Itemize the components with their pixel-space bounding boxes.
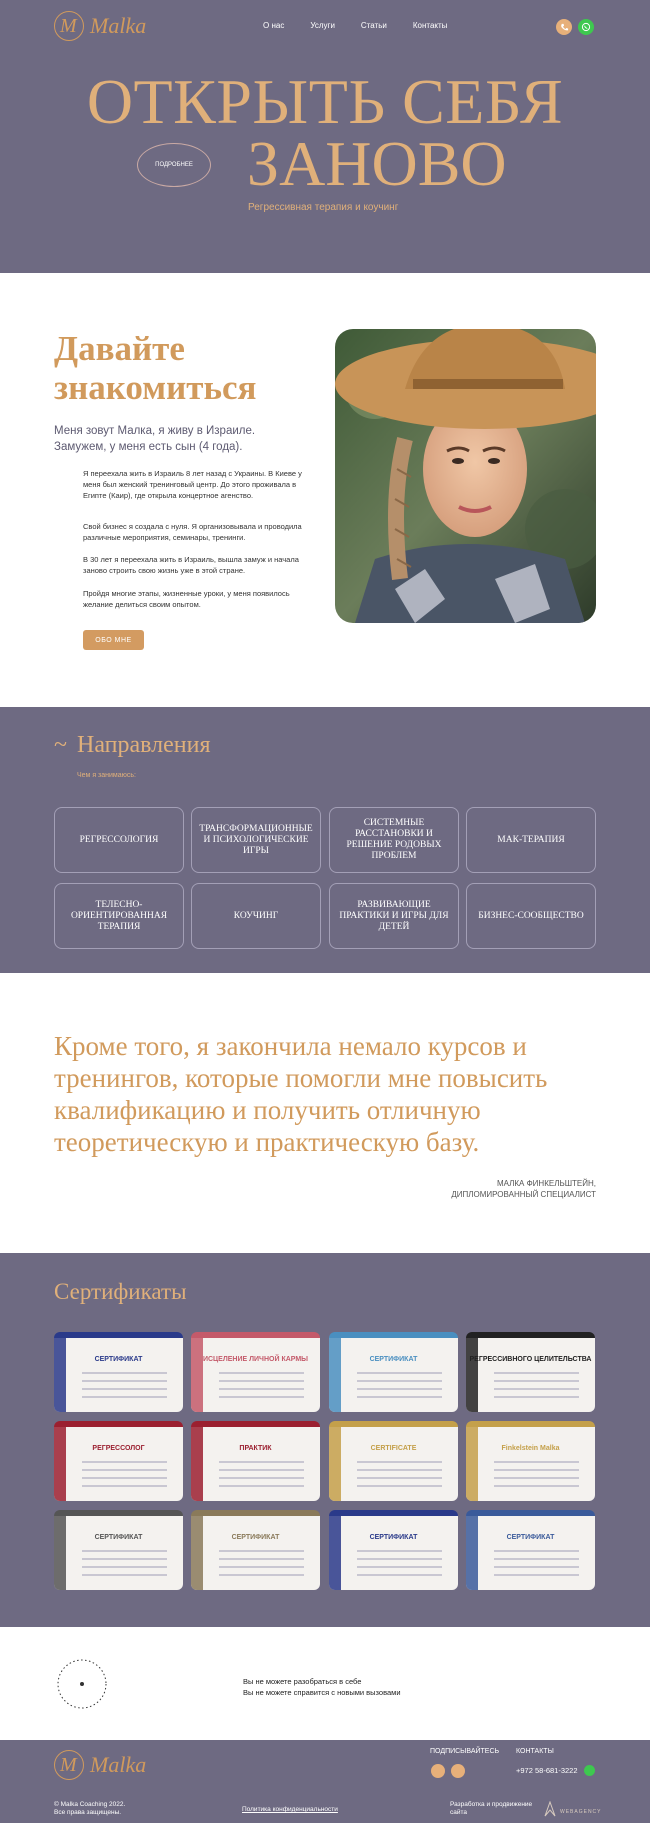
whatsapp-icon[interactable]: [578, 19, 594, 35]
certificate-text-line: [494, 1550, 579, 1552]
certificate-title: СЕРТИФИКАТ: [231, 1534, 280, 1541]
about-title-line1: Давайте: [54, 329, 185, 368]
footer-logo-text: Malka: [90, 1752, 147, 1777]
developer-line2: сайта: [450, 1809, 468, 1816]
logo-text: Malka: [90, 13, 147, 38]
certificate-text-line: [82, 1380, 167, 1382]
certificate-text-line: [494, 1574, 579, 1576]
certificate-text-line: [219, 1469, 304, 1471]
hero-subtitle: Регрессивная терапия и коучинг: [248, 202, 399, 213]
certificate-text-line: [82, 1388, 167, 1390]
about-section: [0, 273, 650, 707]
webagency-logo-icon: [543, 1801, 557, 1817]
certificate-text-line: [494, 1558, 579, 1560]
certificate-ribbon: [54, 1338, 66, 1412]
certificate-text-line: [494, 1388, 579, 1390]
certificate-thumbnail[interactable]: [466, 1421, 595, 1501]
certificate-text-line: [219, 1477, 304, 1479]
certificate-text-line: [357, 1461, 442, 1463]
direction-card-business[interactable]: БИЗНЕС-СООБЩЕСТВО: [466, 883, 596, 949]
certificate-thumbnail[interactable]: [191, 1510, 320, 1590]
about-paragraph: В 30 лет я переехала жить в Израиль, вышла замуж и начала заново строить свою жизнь уже в этой стране.: [83, 555, 299, 575]
certificate-ribbon: [466, 1338, 478, 1412]
certificate-text-line: [494, 1469, 579, 1471]
certificate-text-line: [82, 1469, 167, 1471]
directions-subtitle: Чем я занимаюсь:: [77, 772, 136, 779]
certificate-text-line: [82, 1461, 167, 1463]
footer-phone[interactable]: +972 58-681-3222: [516, 1766, 578, 1775]
certificate-ribbon: [329, 1516, 341, 1590]
privacy-link[interactable]: Политика конфиденциальности: [242, 1806, 338, 1813]
developer-line1: Разработка и продвижение: [450, 1801, 533, 1808]
certificate-text-line: [219, 1372, 304, 1374]
certificate-ribbon: [54, 1516, 66, 1590]
direction-card-mak[interactable]: МАК-ТЕРАПИЯ: [466, 807, 596, 873]
certificate-text-line: [82, 1477, 167, 1479]
direction-card-body[interactable]: ТЕЛЕСНО-ОРИЕНТИРОВАННАЯ ТЕРАПИЯ: [54, 883, 184, 949]
directions-title: [54, 732, 211, 759]
certificate-text-line: [357, 1380, 442, 1382]
hero-title-line2: ЗАНОВО: [247, 128, 507, 199]
quote-section: [0, 973, 650, 1253]
main-nav: [263, 21, 473, 30]
social-icon[interactable]: [431, 1764, 445, 1778]
quote-author: [296, 1178, 596, 1200]
copyright-line1: © Malka Coaching 2022.: [54, 1801, 126, 1808]
about-me-button[interactable]: ОБО МНЕ: [83, 630, 144, 650]
certificate-title: Finkelstein Malka: [501, 1445, 560, 1452]
certificate-text-line: [82, 1574, 167, 1576]
contacts-label: КОНТАКТЫ: [516, 1748, 554, 1755]
footer-whatsapp-icon[interactable]: [584, 1765, 595, 1776]
certificate-thumbnail[interactable]: [329, 1332, 458, 1412]
phone-icon[interactable]: [556, 19, 572, 35]
certificate-text-line: [494, 1566, 579, 1568]
certificates-section: [0, 1253, 650, 1627]
certificate-text-line: [494, 1461, 579, 1463]
certificate-text-line: [82, 1566, 167, 1568]
certificate-text-line: [82, 1550, 167, 1552]
certificate-text-line: [357, 1388, 442, 1390]
bottom-section: [0, 1627, 650, 1740]
certificate-text-line: [357, 1558, 442, 1560]
certificate-text-line: [357, 1574, 442, 1576]
certificate-text-line: [219, 1550, 304, 1552]
pain-point-2: Вы не можете справится с новыми вызовами: [243, 1688, 401, 1697]
certificate-text-line: [357, 1566, 442, 1568]
certificate-text-line: [357, 1396, 442, 1398]
about-title: [54, 329, 256, 407]
certificate-text-line: [357, 1477, 442, 1479]
about-title-line2: знакомиться: [54, 368, 257, 407]
certificate-text-line: [82, 1485, 167, 1487]
hero-more-button[interactable]: ПОДРОБНЕЕ: [137, 143, 211, 187]
pain-point-1: Вы не можете разобраться в себе: [243, 1677, 362, 1686]
tilde-icon: ~: [54, 732, 67, 758]
subscribe-label: ПОДПИСЫВАЙТЕСЬ: [430, 1748, 500, 1755]
certificate-thumbnail[interactable]: [329, 1421, 458, 1501]
certificate-text-line: [82, 1396, 167, 1398]
directions-title-text: Направления: [76, 732, 211, 758]
certificate-text-line: [219, 1388, 304, 1390]
certificate-title: СЕРТИФИКАТ: [369, 1534, 418, 1541]
header-logo[interactable]: [54, 11, 146, 41]
certificate-thumbnail[interactable]: [191, 1332, 320, 1412]
certificate-title: CERTIFICATE: [370, 1445, 417, 1452]
footer: [0, 1740, 650, 1823]
certificate-text-line: [219, 1396, 304, 1398]
certificate-title: РЕГРЕССИВНОГО ЦЕЛИТЕЛЬСТВА: [469, 1356, 592, 1363]
certificates-title: Сертификаты: [54, 1279, 187, 1304]
direction-card-kids[interactable]: РАЗВИВАЮЩИЕ ПРАКТИКИ И ИГРЫ ДЛЯ ДЕТЕЙ: [329, 883, 459, 949]
direction-card-games[interactable]: ТРАНСФОРМАЦИОННЫЕ И ПСИХОЛОГИЧЕСКИЕ ИГРЫ: [191, 807, 321, 873]
certificate-thumbnail[interactable]: [54, 1421, 183, 1501]
developer-credit: [450, 1801, 532, 1817]
circular-text-badge-icon: [54, 1656, 110, 1712]
about-paragraph: Я переехала жить в Израиль 8 лет назад с Украины. В Киеве у меня был женский тренинговый центр. До этого проживала в Египте (Каир), где открыла концертное агенство.: [83, 469, 302, 500]
direction-card-regression[interactable]: РЕГРЕССОЛОГИЯ: [54, 807, 184, 873]
certificate-ribbon: [191, 1338, 203, 1412]
hero-title-line1: ОТКРЫТЬ СЕБЯ: [86, 66, 564, 137]
certificate-title: ИСЦЕЛЕНИЕ ЛИЧНОЙ КАРМЫ: [202, 1356, 309, 1363]
nav-services[interactable]: Услуги: [310, 21, 335, 30]
footer-logo[interactable]: [54, 1750, 146, 1780]
certificate-text-line: [494, 1396, 579, 1398]
nav-about[interactable]: О нас: [263, 21, 285, 30]
quote-text: Кроме того, я закончила немало курсов и тренингов, которые помогли мне повысить квалификацию и получить отличную теоретическую и практическую базу.: [54, 1031, 548, 1157]
certificate-thumbnail[interactable]: [191, 1421, 320, 1501]
certificate-title: ПРАКТИК: [239, 1445, 272, 1452]
nav-contacts[interactable]: Контакты: [412, 21, 448, 30]
direction-card-coaching[interactable]: КОУЧИНГ: [191, 883, 321, 949]
about-intro: Меня зовут Малка, я живу в Израиле. Замужем, у меня есть сын (4 года).: [54, 425, 256, 453]
certificate-thumbnail[interactable]: [466, 1332, 595, 1412]
certificate-title: СЕРТИФИКАТ: [94, 1356, 143, 1363]
certificate-text-line: [357, 1372, 442, 1374]
certificate-text-line: [219, 1380, 304, 1382]
certificate-text-line: [219, 1574, 304, 1576]
directions-section: [0, 707, 650, 973]
quote-author-name: МАЛКА ФИНКЕЛЬШТЕЙН,: [496, 1179, 596, 1188]
webagency-brand[interactable]: WEBAGENCY: [560, 1809, 602, 1815]
direction-card-constellations[interactable]: СИСТЕМНЫЕ РАССТАНОВКИ И РЕШЕНИЕ РОДОВЫХ ПРОБЛЕМ: [329, 807, 459, 873]
certificate-text-line: [494, 1372, 579, 1374]
certificate-thumbnail[interactable]: [329, 1510, 458, 1590]
certificate-text-line: [494, 1380, 579, 1382]
certificate-ribbon: [191, 1427, 203, 1501]
nav-articles[interactable]: Статьи: [360, 21, 387, 30]
hero-section: [0, 0, 650, 273]
certificate-text-line: [494, 1477, 579, 1479]
footer-logo-monogram-icon: [54, 1750, 84, 1780]
certificate-text-line: [82, 1372, 167, 1374]
certificate-thumbnail[interactable]: [54, 1332, 183, 1412]
certificate-ribbon: [329, 1427, 341, 1501]
certificate-text-line: [357, 1485, 442, 1487]
certificate-text-line: [494, 1485, 579, 1487]
certificate-title: СЕРТИФИКАТ: [506, 1534, 555, 1541]
copyright-line2: Все права защищены.: [54, 1809, 122, 1816]
certificate-text-line: [82, 1558, 167, 1560]
social-icon[interactable]: [451, 1764, 465, 1778]
about-paragraph: Свой бизнес я создала с нуля. Я организовывала и проводила различные мероприятия, семинары, тренинги.: [83, 522, 302, 542]
certificate-ribbon: [191, 1516, 203, 1590]
certificate-thumbnail[interactable]: [466, 1510, 595, 1590]
certificate-text-line: [357, 1469, 442, 1471]
certificate-text-line: [219, 1461, 304, 1463]
certificate-ribbon: [329, 1338, 341, 1412]
copyright: [54, 1801, 125, 1817]
certificate-title: РЕГРЕССОЛОГ: [92, 1445, 145, 1452]
certificate-thumbnail[interactable]: [54, 1510, 183, 1590]
certificate-text-line: [219, 1566, 304, 1568]
certificate-text-line: [357, 1550, 442, 1552]
certificate-title: СЕРТИФИКАТ: [94, 1534, 143, 1541]
certificate-title: СЕРТИФИКАТ: [369, 1356, 418, 1363]
certificate-ribbon: [466, 1516, 478, 1590]
certificate-text-line: [219, 1485, 304, 1487]
portrait-photo: [335, 329, 596, 623]
certificate-text-line: [219, 1558, 304, 1560]
certificate-ribbon: [466, 1427, 478, 1501]
about-paragraph: Пройдя многие этапы, жизненные уроки, у меня появилось желание делиться своим опытом.: [83, 589, 290, 609]
certificate-ribbon: [54, 1427, 66, 1501]
logo-monogram-icon: [54, 11, 84, 41]
quote-author-role: ДИПЛОМИРОВАННЫЙ СПЕЦИАЛИСТ: [451, 1190, 596, 1199]
